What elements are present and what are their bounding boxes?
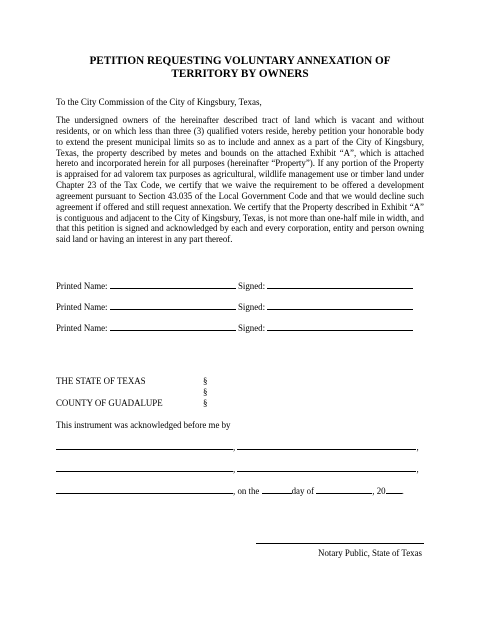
title-line-1: PETITION REQUESTING VOLUNTARY ANNEXATION OF [89, 55, 391, 67]
petition-body: The undersigned owners of the hereinafter described tract of land which is vacant and without residents, or on which less than three (3) qualified voters reside, hereby petition your honorable body to extend the present municipal limits so as to include and annex as a part of the City of Kingsbury, Texas, the property described by metes and bounds on the attached Exhibit “A”, which is attached hereto and incorporated herein for all purposes (hereinafter “Property”). If any portion of the Property is appraised for ad valorem tax purposes as agricultural, wildlife management use or timber land under Chapter 23 of the Tax Code, we certify that we waive the requirement to be offered a development agreement pursuant to Section 43.035 of the Local Government Code and that we would decline such agreement if offered and still request annexation. We certify that the Property described in Exhibit “A” is contiguous and adjacent to the City of Kingsbury, Texas, is not more than one-half mile in width, and that this petition is signed and acknowledged by each and every corporation, entity and person owning said land or having an interest in any part thereof. [56, 115, 424, 245]
year-blank [386, 485, 402, 494]
section-symbol: § [203, 376, 208, 386]
month-blank [316, 485, 372, 494]
signed-blank [267, 280, 413, 289]
signed-label: Signed: [237, 323, 266, 333]
name-blank [56, 463, 233, 472]
printed-name-label: Printed Name: [56, 323, 108, 333]
venue-state: THE STATE OF TEXAS [56, 376, 146, 386]
title-line-2: TERRITORY BY OWNERS [171, 68, 309, 80]
name-blank [56, 441, 233, 450]
printed-name-blank [110, 322, 236, 331]
venue-county: COUNTY OF GUADALUPE [56, 398, 163, 408]
date-row [56, 485, 404, 497]
addressee: To the City Commission of the City of Kingsbury, Texas, [56, 97, 262, 107]
on-the-label: , on the [233, 486, 260, 496]
section-symbol: § [203, 398, 208, 408]
name-blank [237, 441, 416, 450]
signature-row [56, 322, 413, 334]
notary-signature-line [256, 543, 424, 544]
acknowledgement-text: This instrument was acknowledged before me by [56, 420, 231, 430]
day-blank [262, 485, 292, 494]
acknowledgement-blank-row: , , [56, 441, 419, 453]
name-blank [56, 485, 233, 494]
printed-name-label: Printed Name: [56, 281, 108, 291]
signature-row [56, 301, 413, 313]
document-title [40, 55, 440, 81]
signature-row [56, 280, 413, 292]
name-blank [237, 463, 416, 472]
printed-name-blank [110, 301, 236, 310]
date-end: . [401, 486, 404, 496]
year-prefix: , 20 [372, 486, 386, 496]
notary-label: Notary Public, State of Texas [318, 548, 422, 558]
signed-blank [267, 301, 413, 310]
day-of-label: day of [291, 486, 315, 496]
printed-name-label: Printed Name: [56, 302, 108, 312]
acknowledgement-blank-row: , , [56, 463, 419, 475]
signed-label: Signed: [237, 281, 266, 291]
signed-blank [267, 322, 413, 331]
section-symbol: § [203, 387, 208, 397]
printed-name-blank [110, 280, 236, 289]
signed-label: Signed: [237, 302, 266, 312]
